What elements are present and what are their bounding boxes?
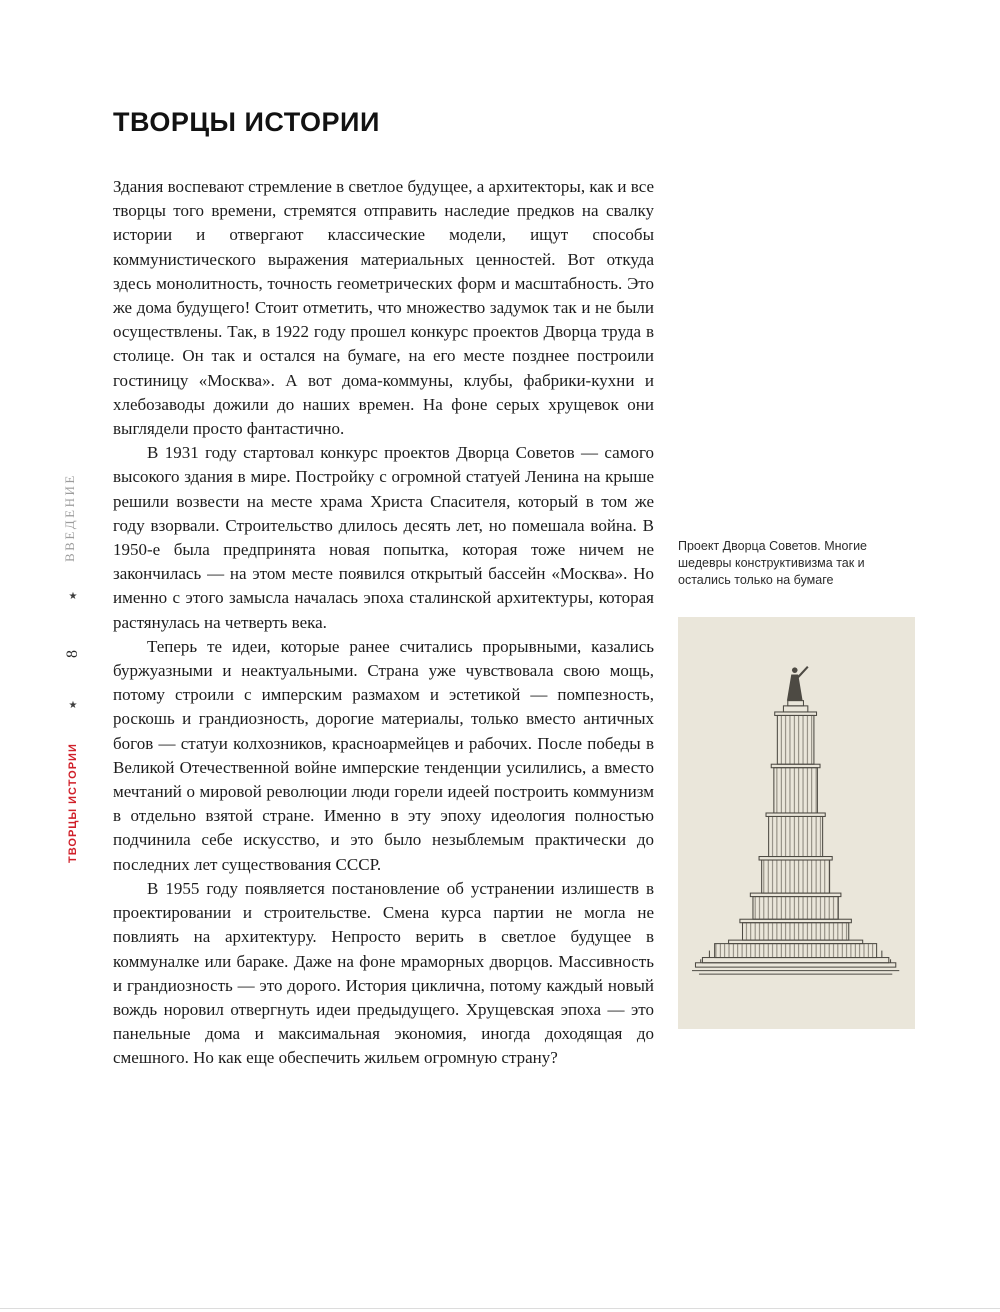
body-paragraph: В 1931 году стартовал конкурс проектов Дворца Советов — самого высокого здания в мире. Постройку с огромной статуей Ленина на крыше решили возвести на месте храма Христа Спасителя, который в том же году взорвали. Строительство длилось десять лет, но помешала война. В 1950-е была предпринята новая попытка, которая тоже ничем не закончилась — на этом месте появился открытый бассейн «Москва». Но именно с этого замысла началась эпоха сталинской архитектуры, которая растянулась на четверть века. — [113, 443, 654, 632]
figure-column — [678, 538, 915, 1029]
page-title: ТВОРЦЫ ИСТОРИИ — [113, 107, 380, 137]
page-bottom-edge — [0, 1308, 1000, 1309]
palace-of-soviets-illustration — [678, 617, 915, 1029]
star-ornament-icon: ★ — [68, 700, 78, 711]
palace-of-soviets-drawing-icon — [692, 631, 901, 1015]
body-paragraph: Здания воспевают стремление в светлое будущее, а архитекторы, как и все творцы того времени, стремятся отправить наследие предков на свалку истории и отвергают классические модели, ищут способы коммунистического выражения материальных ценностей. Вот откуда здесь монолитность, точность геометрических форм и масштабность. Это же дома будущего! Стоит отметить, что множество задумок так и не были осуществлены. Так, в 1922 году прошел конкурс проектов Дворца труда в столице. Он так и остался на бумаге, на его месте позднее построили гостиницу «Москва». А вот дома-коммуны, клубы, фабрики-кухни и хлебозаводы дожили до наших времен. На фоне серых хрущевок они выглядели просто фантастично. — [113, 177, 654, 439]
star-ornament-icon: ★ — [68, 591, 78, 602]
section-label: ВВЕДЕНИЕ — [62, 473, 77, 563]
page-number: 8 — [64, 650, 81, 658]
body-paragraph: Теперь те идеи, которые ранее считались прорывными, казались буржуазными и неактуальными. Страна уже чувствовала свою мощь, потому строили с имперским размахом и эстетикой — помпезность, роскошь и грандиозность, дорогие материалы, только вместо античных богов — статуи колхозников, красноармейцев и рабочих. После победы в Великой Отечественной войне имперские тенденции усилились, а вместо мечтаний о мировой революции люди горели идеей построить коммунизм в отдельно взятой стране. Именно в эту эпоху идеология полностью подчинила себе искусство, и это было незыблемым практически до последних лет существования СССР. — [113, 636, 654, 874]
main-text-column — [113, 107, 654, 1071]
body-paragraph: В 1955 году появляется постановление об устранении излишеств в проектировании и строительстве. Смена курса партии не могла не повлиять на архитектуру. Непросто верить в светлое будущее в коммуналке или бараке. Даже на фоне мраморных дворцов. Массивность и грандиозность — это дорого. История циклична, потому каждый новый вождь норовил отвергнуть идеи предыдущего. Хрущевская эпоха — это панельные дома и максимальная экономия, иногда доходящая до смешного. Но как еще обеспечить жильем огромную страну? — [113, 878, 654, 1068]
figure-caption: Проект Дворца Советов. Многие шедевры конструктивизма так и остались только на бумаге — [678, 539, 868, 587]
chapter-label: ТВОРЦЫ ИСТОРИИ — [67, 743, 79, 863]
